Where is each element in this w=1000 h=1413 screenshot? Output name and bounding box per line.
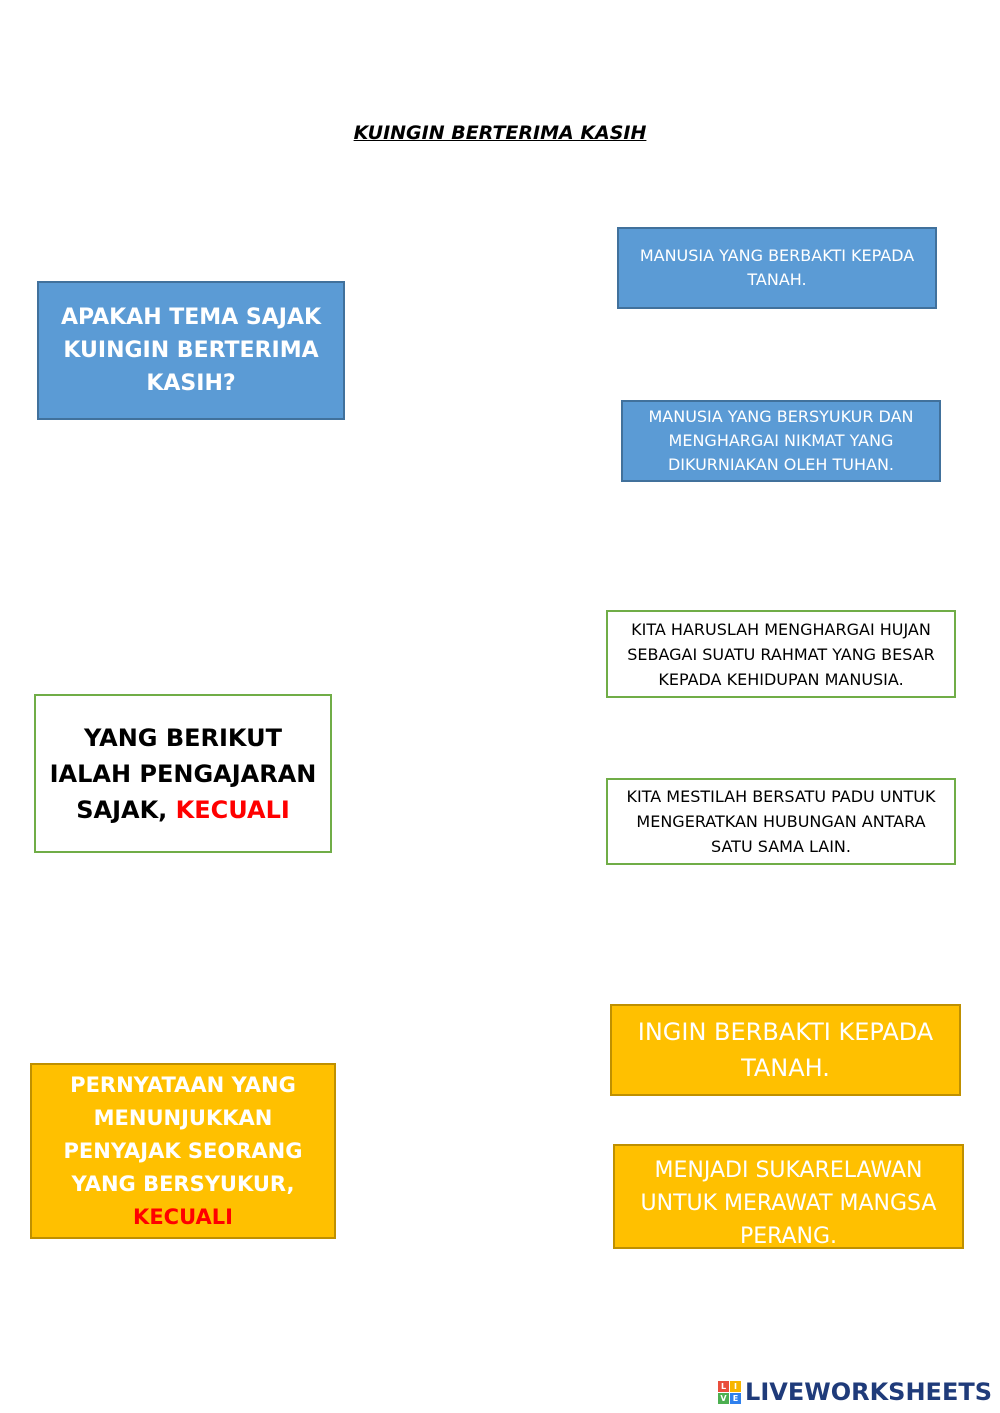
question-theme-box xyxy=(37,281,345,420)
logo-mark-letter: I xyxy=(730,1381,741,1392)
logo-text: LIVEWORKSHEETS xyxy=(745,1378,992,1406)
worksheet-title: KUINGIN BERTERIMA KASIH xyxy=(353,122,647,144)
answer-option-box[interactable] xyxy=(621,400,941,482)
answer-option-box[interactable] xyxy=(610,1004,961,1096)
question-text: PERNYATAAN YANG MENUNJUKKAN PENYAJAK SEORANG YANG BERSYUKUR, xyxy=(63,1072,303,1196)
logo-mark-letter: V xyxy=(718,1393,729,1404)
answer-text: MENJADI SUKARELAWAN UNTUK MERAWAT MANGSA PERANG. xyxy=(640,1158,937,1249)
logo-mark-icon xyxy=(718,1381,741,1404)
answer-text: INGIN BERBAKTI KEPADA TANAH. xyxy=(637,1018,934,1082)
logo-mark-letter: E xyxy=(730,1393,741,1404)
question-text: YANG BERIKUT IALAH PENGAJARAN SAJAK, xyxy=(49,723,317,824)
question-highlight: KECUALI xyxy=(175,795,290,824)
question-lesson-box xyxy=(34,694,332,853)
answer-option-box[interactable] xyxy=(617,227,937,309)
answer-option-box[interactable] xyxy=(606,610,956,698)
answer-option-box[interactable] xyxy=(613,1144,964,1249)
answer-text: MANUSIA YANG BERSYUKUR DAN MENGHARGAI NIKMAT YANG DIKURNIAKAN OLEH TUHAN. xyxy=(648,407,914,474)
question-grateful-box xyxy=(30,1063,336,1239)
answer-text: KITA MESTILAH BERSATU PADU UNTUK MENGERATKAN HUBUNGAN ANTARA SATU SAMA LAIN. xyxy=(626,787,936,856)
answer-option-box[interactable] xyxy=(606,778,956,865)
answer-text: MANUSIA YANG BERBAKTI KEPADA TANAH. xyxy=(639,246,915,289)
liveworksheets-logo xyxy=(718,1377,992,1407)
logo-mark-letter: L xyxy=(718,1381,729,1392)
question-text: APAKAH TEMA SAJAK KUINGIN BERTERIMA KASIH? xyxy=(60,305,322,396)
answer-text: KITA HARUSLAH MENGHARGAI HUJAN SEBAGAI SUATU RAHMAT YANG BESAR KEPADA KEHIDUPAN MANUSIA. xyxy=(627,619,935,689)
question-highlight: KECUALI xyxy=(133,1204,233,1229)
